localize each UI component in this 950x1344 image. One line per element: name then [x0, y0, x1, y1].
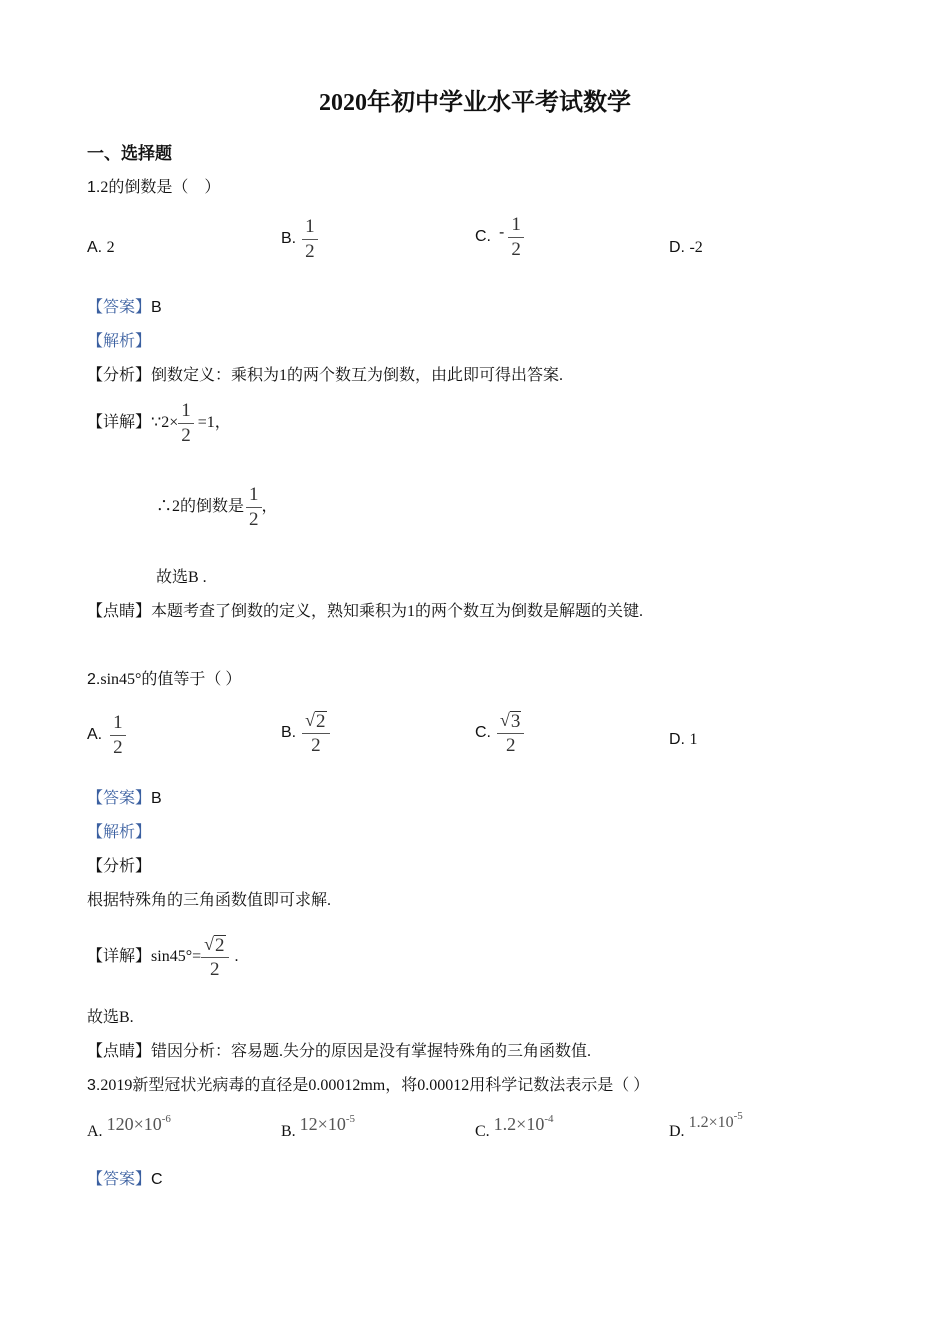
detail-post: .: [234, 948, 239, 965]
detail-pre: ∵2×: [151, 414, 179, 431]
option-label: B.: [281, 230, 297, 247]
option-value: 1: [689, 731, 698, 748]
q2-option-a: [87, 712, 126, 758]
sqrt-symbol: √ 3: [500, 710, 521, 732]
q3-option-c: [475, 1112, 554, 1142]
option-label: C.: [475, 1123, 490, 1140]
option-label: C.: [475, 724, 491, 741]
fraction: $\frac{1}{2}$: [178, 401, 194, 446]
detail-pre: sin45°=: [151, 948, 202, 965]
comment-text: 本题考查了倒数的定义，熟知乘积为1的两个数互为倒数是解题的关键.: [151, 603, 644, 620]
comment-tag: 【点睛】: [87, 603, 152, 620]
q2-number: 2.: [87, 671, 101, 688]
q3-stem-text: 2019新型冠状光病毒的直径是0.00012mm，将0.00012用科学记数法表示是（ ）: [100, 1077, 650, 1094]
q3-option-d: [669, 1112, 743, 1142]
q1-stem: [87, 178, 220, 198]
q1-option-c: [475, 214, 524, 260]
q1-analysis-tag: 【解析】: [87, 333, 152, 350]
q2-option-b: [281, 706, 330, 760]
fraction: √ 2 2: [201, 934, 228, 980]
fraction: √ 3 2: [497, 710, 524, 756]
fenxi-text: 倒数定义：乘积为1的两个数互为倒数，由此即可得出答案.: [151, 367, 564, 384]
comment-text: 错因分析：容易题.失分的原因是没有掌握特殊角的三角函数值.: [151, 1043, 592, 1060]
answer-tag: 【答案】: [87, 790, 152, 807]
option-label: A.: [87, 1123, 103, 1140]
fenxi-tag: 【分析】: [87, 367, 152, 384]
sqrt-symbol: √ 2: [204, 934, 225, 956]
answer-tag: 【答案】: [87, 299, 152, 316]
q3-answer: [87, 1170, 163, 1190]
sci-notation: $12\times 10^{-5}$: [299, 1113, 355, 1134]
sci-notation: $1.2\times 10^{-5}$: [688, 1110, 743, 1131]
q1-option-a: [87, 238, 115, 258]
answer-value: B: [151, 299, 162, 316]
q2-analysis-tag: 【解析】: [87, 824, 152, 841]
section-heading: 一、选择题: [87, 144, 172, 163]
q2-stem: [87, 670, 241, 690]
fraction: $\frac{1}{2}$: [302, 217, 318, 262]
option-label: B.: [281, 724, 297, 741]
detail-tag: 【详解】: [87, 948, 152, 965]
sci-notation: $120\times 10^{-6}$: [106, 1113, 171, 1134]
sqrt-symbol: √ 2: [305, 710, 326, 732]
option-label: B.: [281, 1123, 296, 1140]
detail-post: =1，: [197, 414, 231, 431]
q1-comment: [87, 602, 643, 622]
fraction: √ 2 2: [302, 710, 329, 756]
q3-option-b: [281, 1112, 355, 1142]
q1-detail: [87, 400, 231, 446]
detail-tag: 【详解】: [87, 414, 152, 431]
answer-value: C: [151, 1171, 163, 1188]
fraction: $\frac{1}{2}$: [110, 713, 126, 758]
answer-value: B: [151, 790, 162, 807]
option-label: A.: [87, 239, 107, 256]
q1-option-b: [281, 216, 318, 262]
q1-choose: 故选B .: [156, 569, 207, 586]
q2-fenxi-text: 根据特殊角的三角函数值即可求解.: [87, 892, 332, 909]
option-label: C.: [475, 228, 491, 245]
minus-sign: -: [499, 224, 505, 241]
q1-fenxi: [87, 366, 563, 386]
option-label: D.: [669, 1123, 685, 1140]
therefore-pre: ∴2的倒数是: [156, 498, 245, 515]
q1-therefore: [156, 484, 278, 530]
option-label: D.: [669, 239, 690, 256]
q1-answer: [87, 298, 162, 318]
q2-option-d: [669, 730, 697, 750]
q3-option-a: [87, 1112, 171, 1142]
q2-choose: 故选B.: [87, 1009, 134, 1026]
q2-option-c: [475, 706, 524, 760]
answer-tag: 【答案】: [87, 1171, 152, 1188]
option-label: A.: [87, 726, 103, 743]
fraction: $\frac{1}{2}$: [246, 485, 262, 530]
option-label: D.: [669, 731, 690, 748]
therefore-post: ，: [261, 498, 278, 515]
q1-stem-text: 2的倒数是（ ）: [100, 179, 221, 196]
option-value: -2: [689, 239, 703, 256]
comment-tag: 【点睛】: [87, 1043, 152, 1060]
q2-answer: [87, 789, 162, 809]
option-value: 2: [106, 239, 115, 256]
q2-fenxi-tag: 【分析】: [87, 858, 152, 875]
sci-notation: $1.2\times 10^{-4}$: [493, 1113, 554, 1134]
fraction: $\frac{1}{2}$: [508, 215, 524, 260]
q2-comment: [87, 1042, 591, 1062]
q1-option-d: [669, 238, 703, 258]
q1-number: 1.: [87, 179, 101, 196]
q3-stem: [87, 1076, 649, 1096]
q3-number: 3.: [87, 1077, 101, 1094]
page-title: 2020年初中学业水平考试数学: [319, 90, 631, 116]
q2-stem-text: sin45°的值等于（ ）: [100, 671, 242, 688]
q2-detail: [87, 930, 239, 984]
